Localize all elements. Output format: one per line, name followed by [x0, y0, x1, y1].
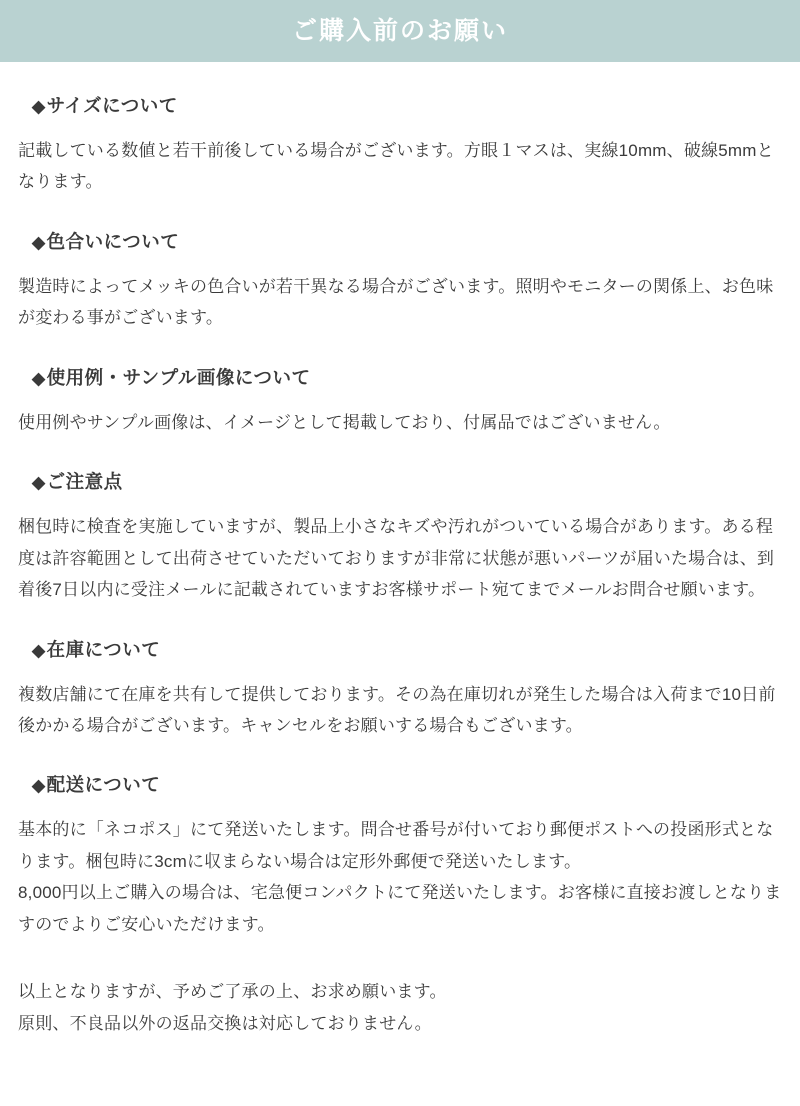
- diamond-bullet-icon: ◆: [32, 368, 46, 388]
- paragraph: 8,000円以上ご購入の場合は、宅急便コンパクトにて発送いたします。お客様に直接お渡しとなりますのでよりご安心いただけます。: [18, 883, 782, 934]
- section-cautions: [18, 468, 782, 605]
- diamond-bullet-icon: ◆: [32, 776, 46, 796]
- page-header-band: [0, 0, 800, 62]
- section-stock: [18, 636, 782, 742]
- closing-note-line: 以上となりますが、予めご了承の上、お求め願います。: [18, 982, 447, 1002]
- notice-content: [0, 92, 800, 1049]
- section-body-size: [18, 135, 782, 198]
- section-sample-images: [18, 364, 782, 438]
- paragraph: 記載している数値と若干前後している場合がございます。方眼１マスは、実線10mm、破線5mmとなります。: [18, 141, 774, 192]
- section-heading-text: ご注意点: [46, 471, 123, 493]
- page-title: ご購入前のお願い: [291, 16, 508, 45]
- section-heading-color: [32, 228, 782, 254]
- paragraph: 梱包時に検査を実施していますが、製品上小さなキズや汚れがついている場合があります。ある程度は許容範囲として出荷させていただいておりますが非常に状態が悪いパーツが届いた場合は、到着後7日以内に受注メールに記載されていますお客様サポート宛てまでメールお問合せ願います。: [18, 517, 775, 600]
- paragraph: 基本的に「ネコポス」にて発送いたします。問合せ番号が付いており郵便ポストへの投函形式となります。梱包時に3cmに収まらない場合は定形外郵便で発送いたします。: [18, 820, 774, 871]
- section-color: [18, 228, 782, 334]
- section-heading-size: [32, 92, 782, 118]
- paragraph: 複数店舗にて在庫を共有して提供しております。その為在庫切れが発生した場合は入荷まで10日前後かかる場合がございます。キャンセルをお願いする場合もございます。: [18, 684, 776, 735]
- section-heading-sample-images: [32, 364, 782, 390]
- section-heading-shipping: [32, 771, 782, 797]
- section-body-shipping: [18, 814, 782, 940]
- section-heading-cautions: [32, 468, 782, 494]
- section-heading-text: 色合いについて: [46, 230, 180, 252]
- section-body-sample-images: [18, 407, 782, 438]
- section-heading-text: サイズについて: [46, 95, 178, 116]
- section-size: [18, 92, 782, 198]
- paragraph: 使用例やサンプル画像は、イメージとして掲載しており、付属品ではございません。: [18, 412, 671, 432]
- section-body-color: [18, 271, 782, 334]
- section-heading-text: 在庫について: [46, 638, 161, 660]
- section-heading-text: 配送について: [46, 774, 161, 796]
- diamond-bullet-icon: ◆: [32, 473, 46, 493]
- diamond-bullet-icon: ◆: [32, 232, 46, 252]
- paragraph: 製造時によってメッキの色合いが若干異なる場合がございます。照明やモニターの関係上、お色味が変わる事がございます。: [18, 276, 774, 328]
- section-heading-stock: [32, 636, 782, 662]
- section-shipping: [18, 771, 782, 940]
- closing-note-line: 原則、不良品以外の返品交換は対応しておりません。: [18, 1013, 432, 1033]
- section-heading-text: 使用例・サンプル画像について: [46, 366, 311, 388]
- section-body-cautions: [18, 511, 782, 605]
- section-body-stock: [18, 679, 782, 742]
- diamond-bullet-icon: ◆: [32, 640, 46, 660]
- closing-note: [18, 976, 782, 1039]
- diamond-bullet-icon: ◆: [32, 97, 46, 116]
